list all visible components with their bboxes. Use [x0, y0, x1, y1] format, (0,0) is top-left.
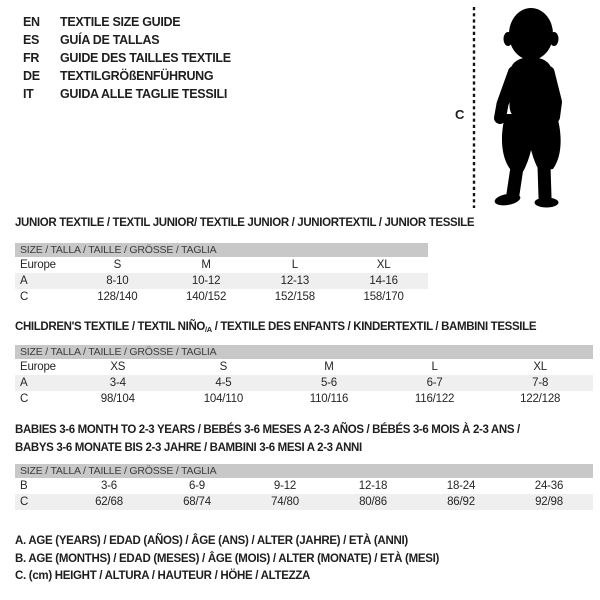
- language-code: ES: [23, 33, 40, 47]
- size-cell: 10-12: [191, 275, 221, 287]
- size-cell: 18-24: [446, 480, 476, 492]
- junior-table-title: JUNIOR TEXTILE / TEXTIL JUNIOR/ TEXTILE JUNIOR / JUNIORTEXTIL / JUNIOR TESSILE: [15, 217, 475, 229]
- size-header-bar: SIZE / TALLA / TAILLE / GRÖSSE / TAGLIA: [15, 464, 593, 478]
- size-cell: M: [324, 361, 334, 373]
- language-row-es: [23, 31, 231, 49]
- size-cell: 140/152: [186, 291, 227, 303]
- footnote-c: C. (cm) HEIGHT / ALTURA / HAUTEUR / HÖHE / ALTEZZA: [15, 570, 311, 582]
- row-label: A: [20, 275, 28, 287]
- row-label: Europe: [20, 259, 56, 271]
- size-table-children: [15, 345, 593, 407]
- size-cell: 80/86: [359, 496, 387, 508]
- size-cell: 6-7: [426, 377, 443, 389]
- size-cell: 92/98: [535, 496, 563, 508]
- size-cell: 152/158: [274, 291, 315, 303]
- language-code: FR: [23, 51, 40, 65]
- language-label: TEXTILGRÖßENFÜHRUNG: [60, 69, 214, 83]
- size-cell: 3-6: [100, 480, 118, 492]
- size-cell: L: [291, 259, 298, 271]
- size-cell: 128/140: [97, 291, 138, 303]
- table-row-age: [15, 273, 428, 289]
- children-title-part1: CHILDREN'S TEXTILE / TEXTIL NIÑO: [15, 321, 206, 333]
- row-label: C: [20, 291, 29, 303]
- size-cell: 68/74: [183, 496, 211, 508]
- babies-title-line1: BABIES 3-6 MONTH TO 2-3 YEARS / BEBÉS 3-6 MESES A 2-3 AÑOS / BÉBÉS 3-6 MOIS À 2-3 ANS /: [15, 424, 520, 436]
- size-header-bar: SIZE / TALLA / TAILLE / GRÖSSE / TAGLIA: [15, 345, 593, 359]
- size-cell: 122/128: [520, 393, 561, 405]
- size-cell: 104/110: [203, 393, 244, 405]
- size-table-babies: [15, 464, 593, 510]
- language-row-de: [23, 67, 231, 85]
- language-code: EN: [23, 15, 40, 29]
- size-cell: S: [113, 259, 122, 271]
- babies-table-title: [15, 421, 520, 457]
- row-label: C: [20, 393, 29, 405]
- language-label: GUIDE DES TAILLES TEXTILE: [60, 51, 231, 65]
- height-measure-label: C: [455, 107, 465, 122]
- size-cell: 14-16: [369, 275, 398, 287]
- size-cell: 7-8: [532, 377, 549, 389]
- table-row-height: [15, 391, 593, 407]
- table-row-height: [15, 289, 428, 305]
- language-list: [23, 13, 231, 103]
- table-row-months: [15, 478, 593, 494]
- language-row-it: [23, 85, 231, 103]
- size-cell: 74/80: [271, 496, 299, 508]
- size-cell: 110/116: [309, 393, 349, 405]
- table-row-age: [15, 375, 593, 391]
- table-row-europe: [15, 257, 428, 273]
- size-cell: L: [431, 361, 438, 373]
- size-cell: 12-13: [280, 275, 310, 287]
- babies-title-line2: BABYS 3-6 MONATE BIS 2-3 JAHRE / BAMBINI 3-6 MESI A 2-3 ANNI: [15, 442, 362, 454]
- language-label: GUIDA ALLE TAGLIE TESSILI: [60, 87, 228, 101]
- language-row-fr: [23, 49, 231, 67]
- size-cell: 12-18: [358, 480, 388, 492]
- size-cell: 6-9: [188, 480, 206, 492]
- children-table-title: [15, 318, 536, 339]
- language-row-en: [23, 13, 231, 31]
- size-cell: M: [201, 259, 211, 271]
- size-cell: 9-12: [273, 480, 297, 492]
- size-cell: 8-10: [106, 275, 129, 287]
- size-cell: 158/170: [363, 291, 404, 303]
- baby-silhouette-icon: [487, 6, 579, 208]
- size-cell: 116/122: [414, 393, 455, 405]
- table-row-height: [15, 494, 593, 510]
- language-label: TEXTILE SIZE GUIDE: [60, 15, 181, 29]
- size-cell: 62/68: [95, 496, 123, 508]
- children-title-part2: / TEXTILE DES ENFANTS / KINDERTEXTIL / BAMBINI TESSILE: [211, 321, 537, 333]
- table-row-europe: [15, 359, 593, 375]
- row-label: Europe: [20, 361, 56, 373]
- footnotes: [15, 533, 439, 586]
- height-measure-line: [470, 6, 478, 209]
- row-label: C: [20, 496, 29, 508]
- size-cell: 98/104: [100, 393, 135, 405]
- size-cell: XL: [533, 361, 547, 373]
- row-label: B: [20, 480, 28, 492]
- footnote-b: B. AGE (MONTHS) / EDAD (MESES) / ÂGE (MOIS) / ALTER (MONATE) / ETÀ (MESI): [15, 552, 440, 565]
- language-code: IT: [23, 87, 34, 101]
- size-cell: 86/92: [447, 496, 475, 508]
- size-cell: 24-36: [534, 480, 564, 492]
- size-cell: 4-5: [215, 377, 232, 389]
- size-cell: 5-6: [320, 377, 337, 389]
- size-header-bar: SIZE / TALLA / TAILLE / GRÖSSE / TAGLIA: [15, 243, 428, 257]
- size-table-junior: [15, 243, 428, 305]
- row-label: A: [20, 377, 28, 389]
- language-label: GUÍA DE TALLAS: [60, 33, 160, 47]
- size-cell: 3-4: [109, 377, 126, 389]
- size-cell: S: [219, 361, 228, 373]
- footnote-a: A. AGE (YEARS) / EDAD (AÑOS) / ÂGE (ANS) / ALTER (JAHRE) / ETÀ (ANNI): [15, 535, 408, 547]
- language-code: DE: [23, 69, 40, 83]
- size-cell: XS: [110, 361, 126, 373]
- size-cell: XL: [376, 259, 391, 271]
- children-title-sub: /A: [205, 325, 212, 334]
